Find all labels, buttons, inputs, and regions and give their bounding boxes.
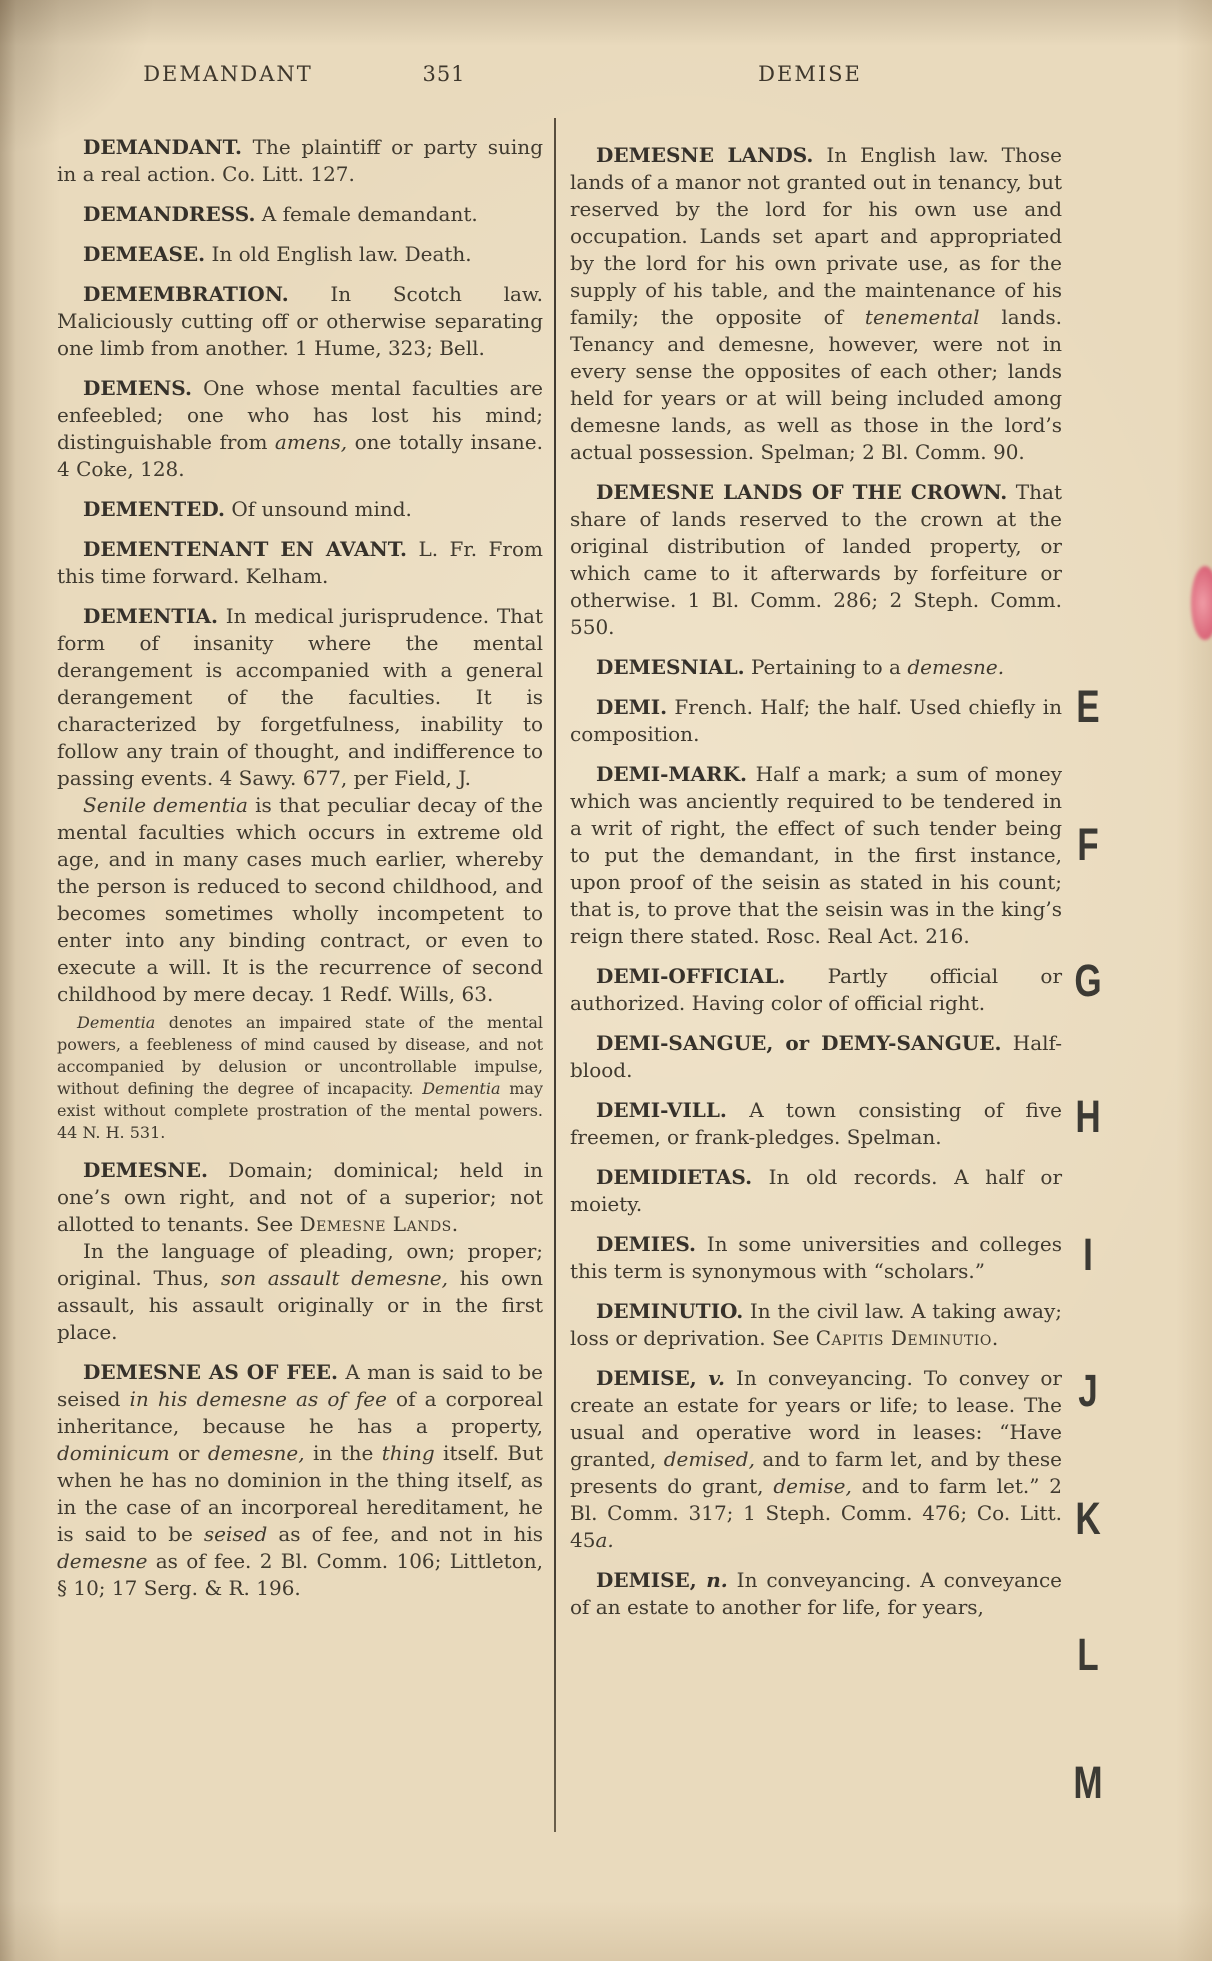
text-run: Capitis Deminutio. (815, 1326, 999, 1350)
text-run: demesne. (907, 655, 1005, 679)
thumb-index-letter: F (1077, 819, 1099, 870)
right-column (570, 142, 1062, 1621)
text-run: In the civil law. A taking away; loss or deprivation. See (570, 1299, 1062, 1350)
text-run: in his demesne as of fee (129, 1387, 387, 1411)
text-run: Dementia (422, 1079, 501, 1098)
dictionary-entry (570, 479, 1062, 641)
text-run: Partly official or authorized. Having color of official right. (570, 964, 1062, 1015)
text-run: his own assault, his assault originally or in the first place. (57, 1266, 543, 1344)
text-run: DEMENS. (83, 376, 192, 400)
text-run: n. (706, 1568, 728, 1592)
left-column (57, 134, 543, 1602)
text-run: DEMENTENANT EN AVANT. (83, 537, 408, 561)
text-run: Half a mark; a sum of money which was anciently required to be tendered in a writ of right, the effect of such tender being to put the demandant, in the first instance, upon proof of the seisin as stated in his count; that is, to prove that the seisin was in the king’s reign there stated. Rosc. Real Act. 216. (570, 762, 1062, 948)
text-run: DEMEASE. (83, 242, 206, 266)
text-run: L. Fr. From this time forward. Kelham. (57, 537, 543, 588)
text-run: thing (381, 1441, 435, 1465)
text-run: Of unsound mind. (224, 497, 412, 521)
text-run: DEMENTED. (83, 497, 225, 521)
text-run: is that peculiar decay of the mental faculties which occurs in extreme old age, and in many cases much earlier, whereby the person is reduced to second childhood, and becomes sometimes wholly incompetent to enter into any binding contract, or even to execute a will. It is the recurrence of second childhood by mere decay. 1 Redf. Wills, 63. (57, 793, 543, 1006)
dictionary-entry (570, 1567, 1062, 1621)
text-run: demesne, (207, 1441, 305, 1465)
text-run: DEMENTIA. (83, 604, 218, 628)
text-run: and to farm let.” 2 Bl. Comm. 317; 1 Steph. Comm. 476; Co. Litt. 45 (570, 1474, 1062, 1552)
text-run: demesne (57, 1549, 148, 1573)
thumb-index-letter: E (1076, 681, 1100, 732)
dictionary-entry (570, 654, 1062, 681)
text-run: DEMESNE LANDS OF THE CROWN. (596, 480, 1008, 504)
text-run: In conveyancing. To convey or create an estate for years or life; to lease. The usual and operative word in leases: “Have granted, (570, 1366, 1062, 1471)
dictionary-entry (57, 536, 543, 590)
text-run: tenemental (864, 305, 980, 329)
thumb-index-letter: J (1078, 1365, 1098, 1416)
text-run: dominicum (57, 1441, 170, 1465)
text-run: Half-blood. (570, 1031, 1062, 1082)
text-run: DEMI-MARK. (596, 762, 748, 786)
page-edge-stain (1191, 566, 1212, 640)
text-run: Domain; dominical; held in one’s own right, and not of a superior; not allotted to tenants. See (57, 1158, 543, 1236)
dictionary-entry (57, 603, 543, 792)
text-run: son assault demesne, (220, 1266, 448, 1290)
text-run: as of fee, and not in his (267, 1522, 543, 1546)
dictionary-entry (57, 134, 543, 188)
dictionary-entry (57, 496, 543, 523)
text-run: DEMISE, (596, 1366, 709, 1390)
text-run: Senile dementia (83, 793, 248, 817)
dictionary-entry (57, 375, 543, 483)
text-run: DEMESNE AS OF FEE. (83, 1360, 338, 1384)
text-run: DEMEMBRATION. (83, 282, 289, 306)
text-run: or (169, 1441, 208, 1465)
text-run: DEMI-SANGUE, or DEMY-SANGUE. (596, 1031, 1002, 1055)
text-run: DEMESNIAL. (596, 655, 745, 679)
running-head-right: DEMISE (758, 62, 862, 86)
text-run: in the (304, 1441, 382, 1465)
running-head-left: DEMANDANT (143, 62, 313, 86)
text-run: demised, (663, 1447, 755, 1471)
text-run: DEMANDANT. (83, 135, 242, 159)
text-run: Pertaining to a (744, 655, 908, 679)
text-run: of a corporeal inheritance, because he has a property, (57, 1387, 543, 1438)
text-run: In old records. A half or moiety. (570, 1165, 1062, 1216)
text-run: The plaintiff or party suing in a real action. Co. Litt. 127. (57, 135, 543, 186)
entry-paragraph (57, 1012, 543, 1144)
dictionary-entry (570, 1097, 1062, 1151)
text-run: In the language of pleading, own; proper; original. Thus, (57, 1239, 543, 1290)
dictionary-entry (570, 1365, 1062, 1554)
text-run: Demesne Lands. (299, 1212, 459, 1236)
text-run: v. (708, 1366, 725, 1390)
text-run: French. Half; the half. Used chiefly in composition. (570, 695, 1062, 746)
text-run: one totally insane. 4 Coke, 128. (57, 430, 543, 481)
text-run: Dementia (77, 1013, 156, 1032)
text-run: In old English law. Death. (205, 242, 472, 266)
entry-paragraph (57, 792, 543, 1008)
dictionary-entry (57, 201, 543, 228)
thumb-index-letter: K (1075, 1493, 1101, 1544)
dictionary-entry (570, 761, 1062, 950)
entry-paragraph (57, 1238, 543, 1346)
dictionary-entry (570, 1030, 1062, 1084)
text-run: DEMIDIETAS. (596, 1165, 753, 1189)
text-run: DEMI-OFFICIAL. (596, 964, 786, 988)
dictionary-entry (570, 963, 1062, 1017)
text-run: amens, (274, 430, 348, 454)
text-run: seised (203, 1522, 268, 1546)
dictionary-entry (57, 241, 543, 268)
text-run: In medical jurisprudence. That form of insanity where the mental derangement is accompanied with a general derangement of the faculties. It is characterized by forgetfulness, inability to follow any train of thought, and indifference to passing events. 4 Sawy. 677, per Field, J. (57, 604, 543, 790)
text-run: a. (595, 1528, 614, 1552)
text-run: lands. Tenancy and demesne, however, were not in every sense the opposites of each other; lands held for years or at will being included among demesne lands, as well as those in the lord’s actual possession. Spelman; 2 Bl. Comm. 90. (570, 305, 1063, 464)
page-number: 351 (422, 62, 466, 86)
thumb-index-letter: G (1074, 955, 1102, 1006)
text-run: may exist without complete prostration of the mental powers. 44 N. H. 531. (57, 1079, 543, 1142)
text-run: DEMESNE. (83, 1158, 208, 1182)
dictionary-entry (570, 1164, 1062, 1218)
dictionary-entry (570, 1298, 1062, 1352)
dictionary-entry (570, 694, 1062, 748)
dictionary-entry (570, 142, 1062, 466)
thumb-index-letter: I (1083, 1229, 1093, 1280)
dictionary-entry (57, 1157, 543, 1238)
text-run: In English law. Those lands of a manor not granted out in tenancy, but reserved by the lord for his own use and occupation. Lands set apart and appropriated by the lord for his own private use, as for the supply of his table, and the maintenance of his family; the opposite of (570, 143, 1062, 329)
thumb-index-letter: L (1077, 1629, 1099, 1680)
column-rule (554, 118, 556, 1832)
text-run: itself. But when he has no dominion in the thing itself, as in the case of an incorporeal hereditament, he is said to be (57, 1441, 543, 1546)
dictionary-entry (570, 1231, 1062, 1285)
text-run: demise, (773, 1474, 852, 1498)
text-run: In some universities and colleges this term is synonymous with “scholars.” (570, 1232, 1062, 1283)
dictionary-entry (57, 281, 543, 362)
text-run: DEMINUTIO. (596, 1299, 744, 1323)
text-run: A man is said to be seised (57, 1360, 543, 1411)
text-run: DEMIES. (596, 1232, 697, 1256)
text-run: In conveyancing. A conveyance of an estate to another for life, for years, (570, 1568, 1062, 1619)
text-run: DEMI-VILL. (596, 1098, 727, 1122)
dictionary-entry (57, 1359, 543, 1602)
text-run: That share of lands reserved to the crown at the original distribution of landed property, or which came to it afterwards by forfeiture or otherwise. 1 Bl. Comm. 286; 2 Steph. Comm. 550. (570, 480, 1062, 639)
text-run: In Scotch law. Maliciously cutting off or otherwise separating one limb from another. 1 Hume, 323; Bell. (57, 282, 543, 360)
thumb-index-letter: H (1075, 1091, 1101, 1142)
thumb-index-letter: M (1073, 1757, 1103, 1808)
text-run: A female demandant. (255, 202, 478, 226)
text-run: as of fee. 2 Bl. Comm. 106; Littleton, § 10; 17 Serg. & R. 196. (57, 1549, 543, 1600)
text-run: DEMI. (596, 695, 668, 719)
text-run: and to farm let, and by these presents do grant, (570, 1447, 1063, 1498)
text-run: A town consisting of five freemen, or frank-pledges. Spelman. (570, 1098, 1062, 1149)
text-run: DEMESNE LANDS. (596, 143, 814, 167)
text-run: One whose mental faculties are enfeebled; one who has lost his mind; distinguishable from (57, 376, 543, 454)
text-run: DEMISE, (596, 1568, 707, 1592)
text-run: denotes an impaired state of the mental powers, a feebleness of mind caused by disease, and not accompanied by delusion or uncontrollable impulse, without defining the degree of incapacity. (57, 1013, 543, 1098)
text-run: DEMANDRESS. (83, 202, 256, 226)
